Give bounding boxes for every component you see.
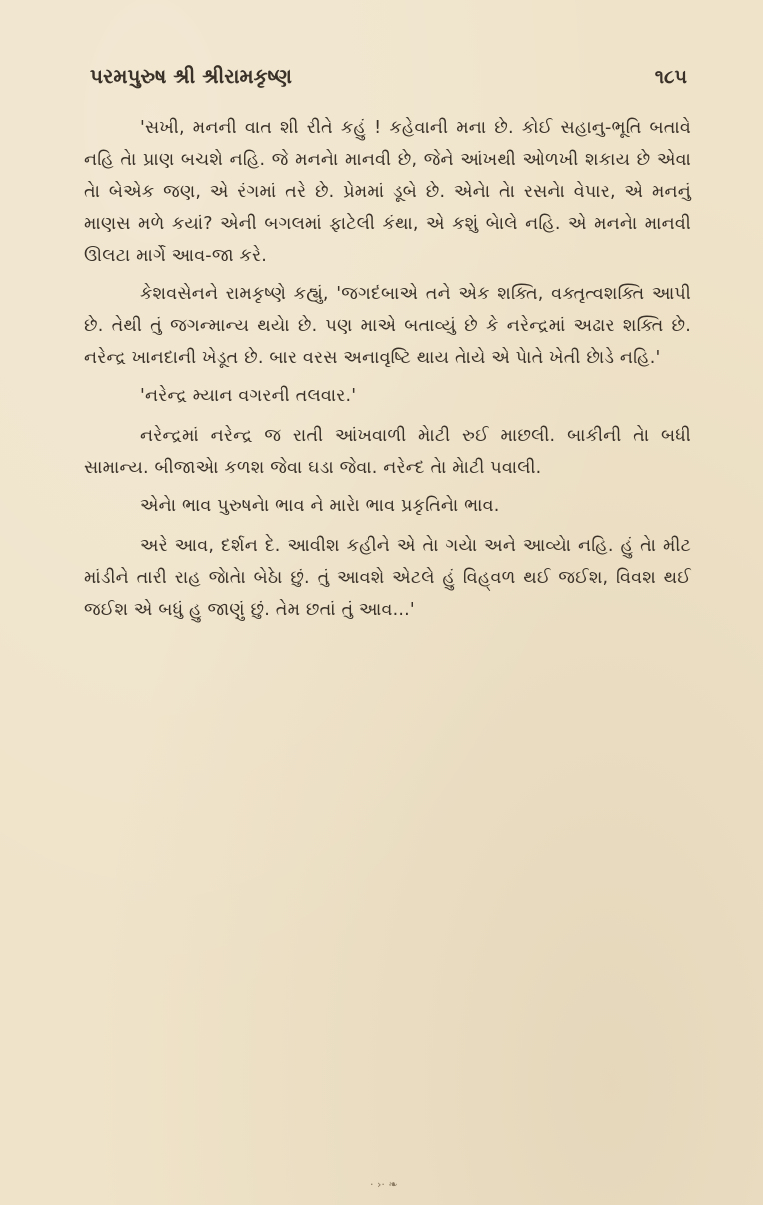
paragraph-5: એનેા ભાવ પુરુષનેા ભાવ ને મારેા ભાવ પ્રકૃતિનેા ભાવ.: [140, 496, 500, 516]
page-header: [84, 52, 691, 88]
paragraph-3: 'નરેન્દ્ર મ્યાન વગરની તલવાર.': [140, 386, 357, 406]
footer-ornament: · ›· ❧: [370, 1178, 398, 1191]
running-head-title: પરમપુરુષ શ્રી શ્રીરામકૃષ્ણ: [90, 64, 292, 88]
paragraph-4: નરેન્દ્રમાં નરેન્દ્ર જ રાતી આંખવાળી મેાટી રુઈ માછલી. બાકીની તેા બધી સામાન્ય. બીજાએા કળશ જેવા ઘડા જેવા. નરેન્દ તેા મેાટી પવાલી.: [84, 426, 691, 478]
paragraph-2: કેશવસેનને રામકૃષ્ણે કહ્યું, 'જગદંબાએ તને એક શક્તિ, વક્તૃત્વશક્તિ આપી છે. તેથી તું જગન્માન્ય થયેા છે. પણ માએ બતાવ્યું છે કે નરેન્દ્રમાં અઢાર શક્તિ છે. નરેન્દ્ર ખાનદાની ખેડૂત છે. બાર વરસ અનાવૃષ્ટિ થાય તેાયે એ પેાતે ખેતી છેાડે નહિ.': [84, 284, 691, 368]
paragraph-1: 'સખી, મનની વાત શી રીતે કહું ! કહેવાની મના છે. કોઈ સહાનુ-ભૂતિ બતાવે નહિ તેા પ્રાણ બચશે નહિ. જે મનનેા માનવી છે, જેને આંખથી ઓળખી શકાય છે એવા તેા બેએક જણ, એ રંગમાં તરે છે. પ્રેમમાં ડૂબે છે. એનેા તેા રસનેા વેપાર, એ મનનું માણસ મળે કયાં? એની બગલમાં ફાટેલી કંથા, એ કશું બેાલે નહિ. એ મનનેા માનવી ઊલટા માર્ગે આવ-જા કરે.: [84, 118, 691, 266]
paragraph-6: અરે આવ, દર્શન દે. આવીશ કહીને એ તેા ગયેા અને આવ્યેા નહિ. હું તેા મીટ માંડીને તારી રાહ જેાતેા બેઠેા છું. તું આવશે એટલે હું વિહ્‌વળ થઈ જઈશ, વિવશ થઈ જઈશ એ બધું હુ જાણું છું. તેમ છતાં તું આવ...': [84, 536, 691, 620]
page-body: [84, 112, 691, 626]
page-number: ૧૮૫: [654, 66, 687, 88]
